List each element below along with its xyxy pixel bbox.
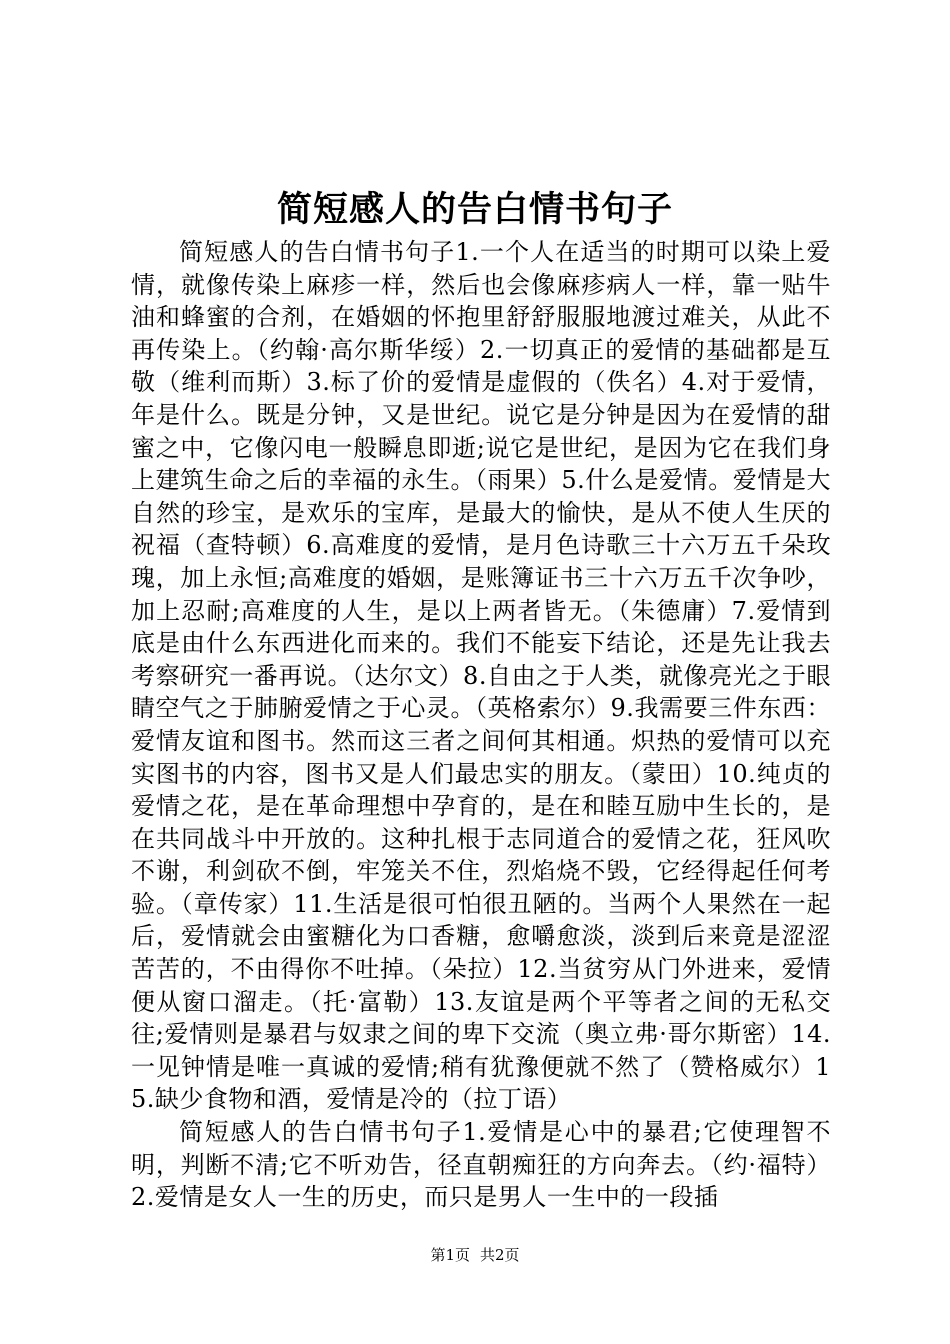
paragraph-2: 简短感人的告白情书句子1.爱情是心中的暴君;它使理智不明，判断不清;它不听劝告，径直朝痴狂的方向奔去。（约·福特）2.爱情是女人一生的历史，而只是男人一生中的一段插 — [131, 1118, 831, 1212]
document-title: 简短感人的告白情书句子 — [276, 189, 673, 230]
document-body — [131, 236, 831, 1214]
total-pages: 共2页 — [480, 1246, 520, 1264]
page-number: 第1页 — [430, 1246, 470, 1264]
paragraph-1: 简短感人的告白情书句子1.一个人在适当的时期可以染上爱情，就像传染上麻疹一样，然后也会像麻疹病人一样，靠一贴牛油和蜂蜜的合剂，在婚姻的怀抱里舒舒服服地渡过难关，从此不再传染上。（约翰·高尔斯华绥）2.一切真正的爱情的基础都是互敬（维利而斯）3.标了价的爱情是虚假的（佚名）4.对于爱情，年是什么。既是分钟，又是世纪。说它是分钟是因为在爱情的甜蜜之中，它像闪电一般瞬息即逝;说它是世纪，是因为它在我们身上建筑生命之后的幸福的永生。（雨果）5.什么是爱情。爱情是大自然的珍宝，是欢乐的宝库，是最大的愉快，是从不使人生厌的祝福（查特顿）6.高难度的爱情，是月色诗歌三十六万五千朵玫瑰，加上永恒;高难度的婚姻，是账簿证书三十六万五千次争吵，加上忍耐;高难度的人生，是以上两者皆无。（朱德庸）7.爱情到底是由什么东西进化而来的。我们不能妄下结论，还是先让我去考察研究一番再说。（达尔文）8.自由之于人类，就像亮光之于眼睛空气之于肺腑爱情之于心灵。（英格索尔）9.我需要三件东西：爱情友谊和图书。然而这三者之间何其相通。炽热的爱情可以充实图书的内容，图书又是人们最忠实的朋友。（蒙田）10.纯贞的爱情之花，是在革命理想中孕育的，是在和睦互励中生长的，是在共同战斗中开放的。这种扎根于志同道合的爱情之花，狂风吹不谢，利剑砍不倒，牢笼关不住，烈焰烧不毁，它经得起任何考验。（章传家）11.生活是很可怕很丑陋的。当两个人果然在一起后，爱情就会由蜜糖化为口香糖，愈嚼愈淡，淡到后来竟是涩涩苦苦的，不由得你不吐掉。（朵拉）12.当贫穷从门外进来，爱情便从窗口溜走。（托·富勒）13.友谊是两个平等者之间的无私交往;爱情则是暴君与奴隶之间的卑下交流（奥立弗·哥尔斯密）14.一见钟情是唯一真诚的爱情;稍有犹豫便就不然了（赞格威尔）15.缺少食物和酒，爱情是冷的（拉丁语） — [131, 238, 831, 1114]
page-footer — [0, 1245, 950, 1265]
